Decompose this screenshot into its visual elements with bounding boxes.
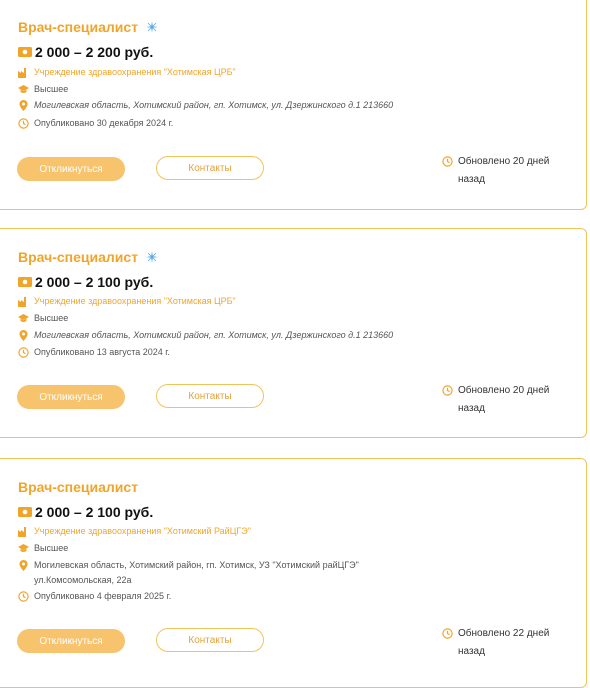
updated-line2: назад xyxy=(458,174,485,185)
published-date: Опубликовано 4 февраля 2025 г. xyxy=(34,591,172,601)
education-row xyxy=(18,312,68,325)
clock-icon xyxy=(442,385,453,396)
graduation-cap-icon xyxy=(18,84,29,95)
factory-icon xyxy=(18,296,29,307)
address-value xyxy=(34,559,359,587)
clock-icon xyxy=(18,118,29,129)
organization-link[interactable]: Учреждение здравоохранения "Хотимская ЦРБ" xyxy=(34,67,236,77)
money-icon xyxy=(18,277,32,287)
organization-link[interactable]: Учреждение здравоохранения "Хотимская ЦРБ" xyxy=(34,296,236,306)
location-pin-icon xyxy=(18,330,29,341)
location-pin-icon xyxy=(18,100,29,111)
published-row xyxy=(18,117,173,130)
address-row xyxy=(18,329,393,342)
published-row xyxy=(18,590,171,603)
vacancy-title[interactable]: Врач-специалист xyxy=(18,249,139,265)
money-icon xyxy=(18,507,32,517)
updated-line1: Обновлено 20 дней xyxy=(458,385,550,396)
graduation-cap-icon xyxy=(18,313,29,324)
clock-icon xyxy=(18,347,29,358)
factory-icon xyxy=(18,526,29,537)
salary-value: 2 000 – 2 200 руб. xyxy=(35,44,154,60)
organization-row xyxy=(18,66,236,79)
published-row xyxy=(18,346,170,359)
address-row xyxy=(18,559,359,587)
money-icon xyxy=(18,47,32,57)
education-value: Высшее xyxy=(34,313,69,323)
address-row xyxy=(18,99,393,112)
address-line2: ул.Комсомольская, 22а xyxy=(34,575,132,585)
apply-button[interactable]: Откликнуться xyxy=(17,157,125,181)
updated-text xyxy=(458,382,549,418)
published-date: Опубликовано 30 декабря 2024 г. xyxy=(34,118,174,128)
updated-line1: Обновлено 20 дней xyxy=(458,156,550,167)
sparkle-icon xyxy=(146,251,158,263)
updated-info xyxy=(442,382,552,418)
vacancy-title-row xyxy=(18,479,138,495)
apply-button[interactable]: Откликнуться xyxy=(17,385,125,409)
sparkle-icon xyxy=(146,21,158,33)
apply-button[interactable]: Откликнуться xyxy=(17,629,125,653)
published-date: Опубликовано 13 августа 2024 г. xyxy=(34,347,170,357)
graduation-cap-icon xyxy=(18,543,29,554)
updated-line2: назад xyxy=(458,646,485,657)
education-row xyxy=(18,83,68,96)
education-value: Высшее xyxy=(34,543,69,553)
vacancy-title-row xyxy=(18,249,158,265)
vacancy-title-row xyxy=(18,19,158,35)
vacancy-card xyxy=(0,458,587,688)
clock-icon xyxy=(442,156,453,167)
salary-row xyxy=(18,274,153,290)
contacts-button[interactable]: Контакты xyxy=(156,384,264,408)
vacancy-title[interactable]: Врач-специалист xyxy=(18,479,139,495)
updated-info xyxy=(442,625,552,661)
education-row xyxy=(18,542,68,555)
salary-row xyxy=(18,44,153,60)
vacancy-card xyxy=(0,228,587,438)
salary-value: 2 000 – 2 100 руб. xyxy=(35,274,154,290)
clock-icon xyxy=(18,591,29,602)
location-pin-icon xyxy=(18,560,29,571)
organization-row xyxy=(18,295,236,308)
factory-icon xyxy=(18,67,29,78)
education-value: Высшее xyxy=(34,84,69,94)
contacts-button[interactable]: Контакты xyxy=(156,628,264,652)
organization-link[interactable]: Учреждение здравоохранения "Хотимский РайЦГЭ" xyxy=(34,526,251,536)
address-value: Могилевская область, Хотимский район, гп. Хотимск, ул. Дзержинского д.1 213660 xyxy=(34,100,394,110)
vacancy-title[interactable]: Врач-специалист xyxy=(18,19,139,35)
salary-row xyxy=(18,504,153,520)
updated-text xyxy=(458,153,549,189)
updated-line1: Обновлено 22 дней xyxy=(458,628,550,639)
updated-text xyxy=(458,625,549,661)
salary-value: 2 000 – 2 100 руб. xyxy=(35,504,154,520)
contacts-button[interactable]: Контакты xyxy=(156,156,264,180)
organization-row xyxy=(18,525,251,538)
vacancy-card xyxy=(0,0,587,210)
address-value: Могилевская область, Хотимский район, гп. Хотимск, ул. Дзержинского д.1 213660 xyxy=(34,330,394,340)
clock-icon xyxy=(442,628,453,639)
updated-info xyxy=(442,153,552,189)
address-line1: Могилевская область, Хотимский район, гп. Хотимск, УЗ "Хотимский райЦГЭ" xyxy=(34,560,359,570)
updated-line2: назад xyxy=(458,403,485,414)
